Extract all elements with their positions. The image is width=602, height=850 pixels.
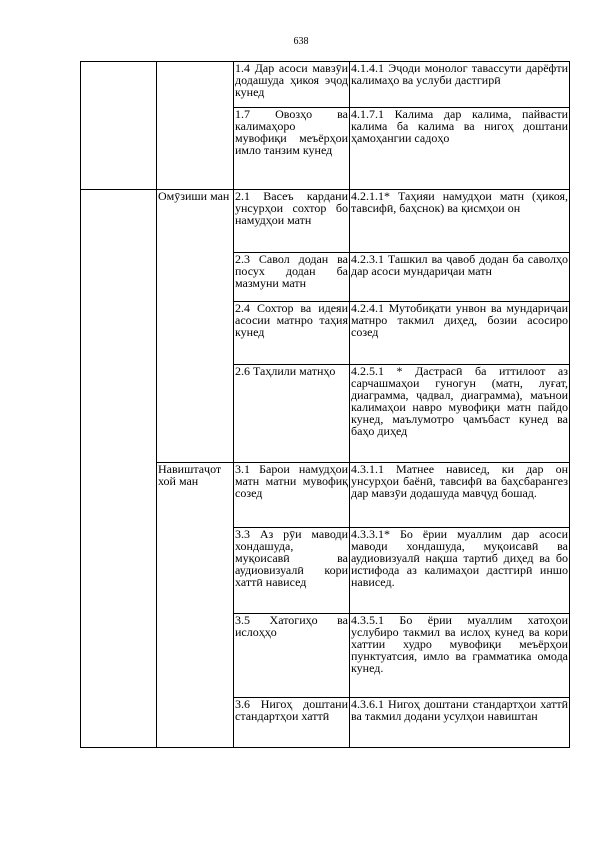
achievement-cell: 4.3.1.1 Матнее нависед, ки дар он унсурҳои баёнӣ, тавсифӣ ва баҳсбарангез дар мавзӯи додашуда мавҷуд бошад. — [350, 463, 570, 528]
subsection-cell: 2.1 Васеъ кардани унсурҳои сохтор бо намудҳои матн — [234, 190, 350, 253]
subsection-cell: 3.6 Нигоҳ доштани стандартҳои хаттӣ — [234, 698, 350, 748]
table-row — [81, 190, 570, 253]
achievement-cell: 4.1.7.1 Калима дар калима, пайвасти калима ба калима ва нигоҳ доштани ҳамоҳангии садоҳо — [350, 108, 570, 190]
achievement-cell: 4.2.5.1 * Дастрасӣ ба иттилоот аз сарчашмаҳои гуногун (матн, луғат, диаграмма, ҷадвал, диаграмма), маънои калимаҳои навро мувофиқи матн пайдо кунед, маълумотро ҷамъбаст кунед ва баҳо диҳед — [350, 365, 570, 463]
subsection-cell: 2.6 Таҳлили матнҳо — [234, 365, 350, 463]
subsection-cell: 2.4 Сохтор ва идеяи асосии матнро таҳия кунед — [234, 302, 350, 365]
subsection-cell: 1.7 Овозҳо ва калимаҳоро мувофиқи меъёрҳои имло танзим кунед — [234, 108, 350, 190]
achievement-cell: 4.3.6.1 Нигоҳ доштани стандартҳои хаттӣ ва такмил додани усулҳои навиштан — [350, 698, 570, 748]
section-cell — [157, 62, 234, 190]
section-cell — [157, 463, 234, 748]
section-title: Омӯзиши ман — [158, 189, 230, 203]
section-cell — [157, 190, 234, 463]
achievement-cell: 4.2.3.1 Ташкил ва ҷавоб додан ба саволҳо дар асоси мундариҷаи матн — [350, 253, 570, 302]
achievement-cell: 4.2.1.1* Таҳияи намудҳои матн (ҳикоя, тавсифӣ, баҳснок) ва қисмҳои он — [350, 190, 570, 253]
strand-cell — [81, 62, 157, 190]
achievement-cell: 4.2.4.1 Мутобиқати унвон ва мундариҷаи матнро такмил диҳед, бозии асосиро созед — [350, 302, 570, 365]
strand-cell — [81, 190, 157, 748]
section-title: Навиштаҷот хой ман — [158, 462, 222, 488]
subsection-cell: 1.4 Дар асоси мавзӯи додашуда ҳикоя эҷод кунед — [234, 62, 350, 108]
subsection-cell: 3.1 Барои намудҳои матн матни мувофиқ созед — [234, 463, 350, 528]
subsection-cell: 3.5 Хатогиҳо ва ислоҳҳо — [234, 614, 350, 698]
achievement-cell: 4.1.4.1 Эҷоди монолог тавассути дарёфти калимаҳо ва услуби дастгирӣ — [350, 62, 570, 108]
table-row — [81, 62, 570, 108]
subsection-cell: 2.3 Савол додан ва посух додан ба мазмуни матн — [234, 253, 350, 302]
subsection-cell: 3.3 Аз рӯи маводи хондашуда, муқоисавӣ ва аудиовизуалӣ кори хаттӣ нависед — [234, 528, 350, 614]
curriculum-table — [80, 61, 570, 748]
achievement-cell: 4.3.3.1* Бо ёрии муаллим дар асоси маводи хондашуда, муқоисавӣ ва аудиовизуалӣ нақша тартиб диҳед ва бо истифода аз калимаҳои дастгирӣ иншо нависед. — [350, 528, 570, 614]
achievement-cell: 4.3.5.1 Бо ёрии муаллим хатоҳои услубиро такмил ва ислоҳ кунед ва кори хаттии худро мувофиқи меъёрҳои пунктуатсия, имло ва грамматика омода кунед. — [350, 614, 570, 698]
page-number: 638 — [293, 36, 309, 47]
